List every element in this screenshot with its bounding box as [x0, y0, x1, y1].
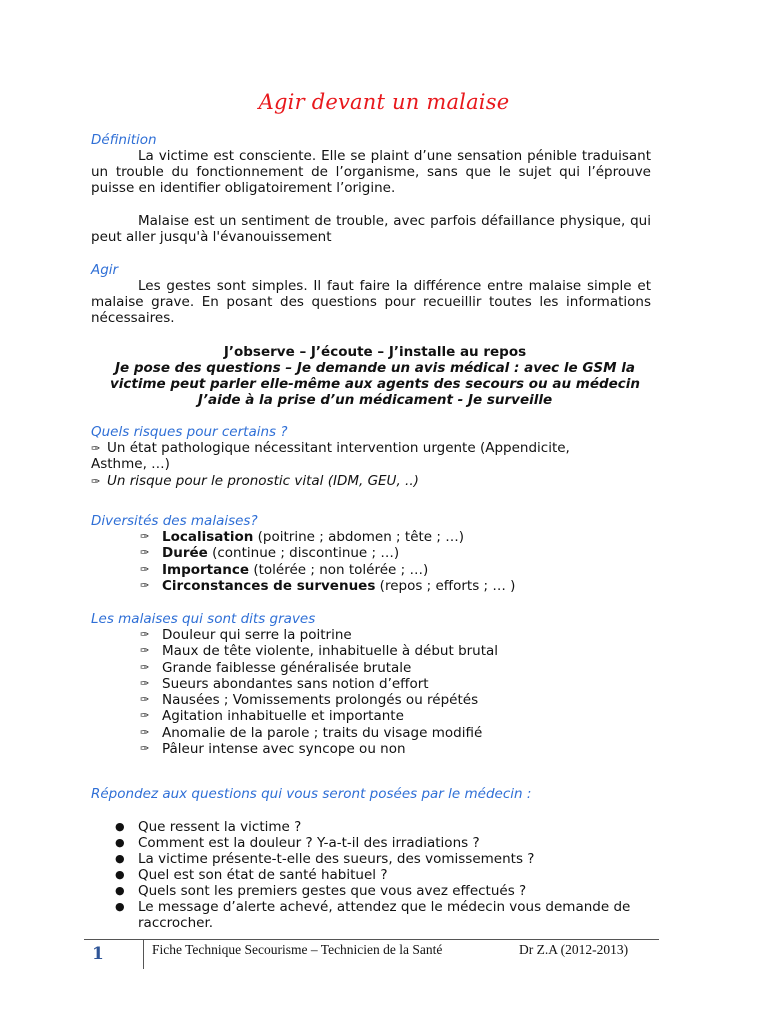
list-item: ✑ Sueurs abondantes sans notion d’effort	[140, 675, 429, 692]
page-title: Agir devant un malaise	[258, 90, 510, 114]
list-item: ✑ Douleur qui serre la poitrine	[140, 627, 352, 643]
graves-heading: Les malaises qui sont dits graves	[91, 611, 316, 627]
pointing-hand-icon: ✑	[140, 562, 150, 576]
page-number: 1	[92, 944, 104, 964]
pointing-hand-icon: ✑	[140, 644, 150, 658]
definition-paragraph-1: La victime est consciente. Elle se plaint d’une sensation pénible traduisant un trouble du fonctionnement de l’organisme, sans que le sujet qui l’éprouve puisse en identifier obligatoirement l’origine.	[91, 148, 651, 196]
list-item: ● Que ressent la victime ?	[115, 819, 302, 835]
list-item: ✑ Agitation inhabituelle et importante	[140, 708, 404, 725]
agir-step-line-1: J’observe – J’écoute – J’installe au repos	[223, 344, 527, 360]
footer-author: Dr Z.A (2012-2013)	[519, 942, 629, 957]
bullet-dot-icon: ●	[115, 868, 125, 881]
definition-paragraph-2: Malaise est un sentiment de trouble, avec parfois défaillance physique, qui peut aller jusqu'à l'évanouissement	[91, 213, 651, 245]
pointing-hand-icon: ✑	[140, 628, 150, 641]
pointing-hand-icon: ✑	[140, 578, 150, 592]
list-item: ✑ Circonstances de survenues (repos ; efforts ; … )	[140, 577, 516, 594]
agir-step-line-3: victime peut parler elle-même aux agents des secours ou au médecin	[109, 376, 641, 392]
footer-separator	[143, 939, 144, 969]
agir-steps	[80, 344, 670, 408]
risque-item-2: ✑ Un risque pour le pronostic vital (IDM, GEU, ..)	[91, 473, 419, 489]
diversites-list	[140, 529, 515, 594]
questions-heading: Répondez aux questions qui vous seront posées par le médecin :	[91, 786, 532, 802]
list-item: ● Quels sont les premiers gestes que vous avez effectués ?	[115, 883, 527, 899]
graves-list	[140, 627, 498, 757]
pointing-hand-icon: ✑	[140, 660, 150, 674]
list-item: ✑ Grande faiblesse généralisée brutale	[140, 659, 412, 676]
pointing-hand-icon: ✑	[91, 442, 101, 455]
list-item: ● Comment est la douleur ? Y-a-t-il des irradiations ?	[115, 835, 480, 851]
agir-step-line-2: Je pose des questions – Je demande un avis médical : avec le GSM la	[114, 360, 636, 376]
pointing-hand-icon: ✑	[140, 546, 150, 560]
risques-heading: Quels risques pour certains ?	[91, 424, 288, 440]
agir-paragraph: Les gestes sont simples. Il faut faire la différence entre malaise simple et malaise grave. En posant des questions pour recueillir toutes les informations nécessaires.	[91, 278, 651, 326]
bullet-dot-icon: ●	[115, 884, 125, 897]
pointing-hand-icon: ✑	[140, 742, 150, 756]
agir-heading: Agir	[91, 262, 119, 278]
pointing-hand-icon: ✑	[140, 693, 150, 707]
bullet-dot-icon: ●	[115, 852, 125, 865]
pointing-hand-icon: ✑	[140, 530, 150, 543]
bullet-dot-icon: ●	[115, 900, 125, 913]
list-item: ✑ Localisation (poitrine ; abdomen ; tête ; …)	[140, 529, 464, 545]
risque-item-1: ✑ Un état pathologique nécessitant intervention urgente (Appendicite,	[91, 440, 570, 456]
pointing-hand-icon: ✑	[140, 709, 150, 723]
definition-heading: Définition	[91, 132, 157, 148]
pointing-hand-icon: ✑	[91, 475, 101, 488]
list-item: ● Le message d’alerte achevé, attendez que le médecin vous demande de raccrocher.	[115, 899, 631, 931]
list-item: ✑ Nausées ; Vomissements prolongés ou répétés	[140, 692, 479, 709]
diversites-heading: Diversités des malaises?	[91, 513, 258, 529]
list-item: ✑ Importance (tolérée ; non tolérée ; …)	[140, 561, 429, 578]
list-item: ✑ Maux de tête violente, inhabituelle à début brutal	[140, 643, 499, 660]
questions-list	[115, 819, 648, 931]
pointing-hand-icon: ✑	[140, 725, 150, 739]
risque-item-1-continued: Asthme, …)	[91, 456, 170, 472]
footer-rule	[84, 939, 659, 940]
footer-title: Fiche Technique Secourisme – Technicien de la Santé	[152, 942, 443, 957]
bullet-dot-icon: ●	[115, 820, 125, 833]
list-item: ✑ Anomalie de la parole ; traits du visage modifié	[140, 724, 483, 741]
agir-step-line-4: J’aide à la prise d’un médicament - Je surveille	[197, 392, 553, 408]
list-item: ✑ Pâleur intense avec syncope ou non	[140, 741, 406, 758]
list-item: ✑ Durée (continue ; discontinue ; …)	[140, 545, 400, 562]
list-item: ● La victime présente-t-elle des sueurs, des vomissements ?	[115, 851, 535, 867]
list-item: ● Quel est son état de santé habituel ?	[115, 867, 388, 883]
bullet-dot-icon: ●	[115, 836, 125, 849]
pointing-hand-icon: ✑	[140, 676, 150, 690]
